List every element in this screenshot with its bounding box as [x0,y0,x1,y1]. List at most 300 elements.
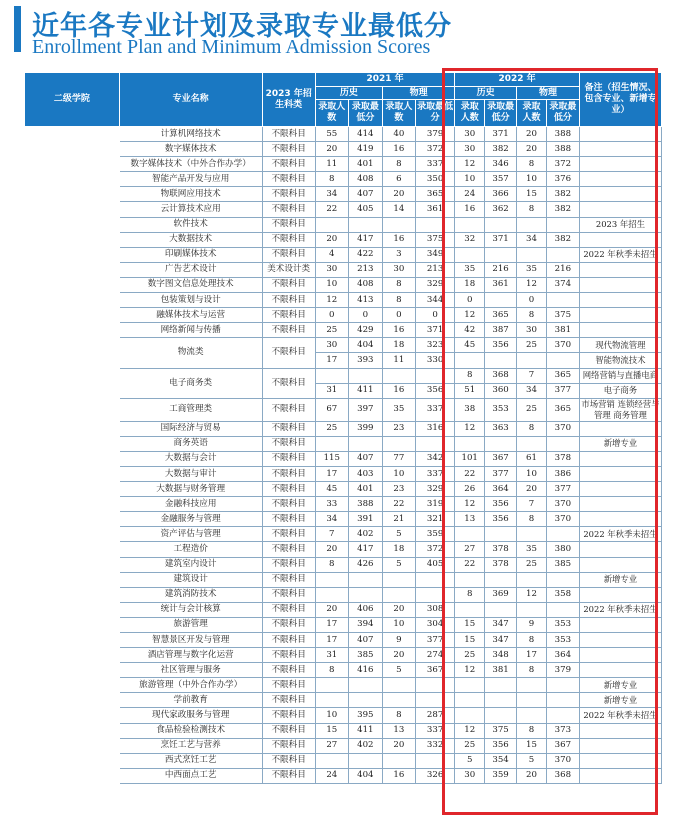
minscore-2021-physics: 359 [415,527,454,542]
subject-requirement: 不限科目 [262,542,315,557]
enroll-2021-physics: 11 [382,353,415,368]
minscore-2021-physics: 379 [415,127,454,142]
minscore-2022-history [485,353,517,368]
minscore-2022-physics: 370 [546,497,579,512]
enroll-2022-physics: 8 [517,663,547,678]
minscore-2022-physics: 375 [546,308,579,323]
subject-requirement: 不限科目 [262,217,315,232]
minscore-2021-history: 391 [348,512,382,527]
enroll-2022-physics: 30 [517,323,547,338]
subject-requirement: 不限科目 [262,232,315,247]
minscore-2021-history: 404 [348,338,382,353]
minscore-2022-physics: 372 [546,157,579,172]
minscore-2022-physics: 358 [546,587,579,602]
enroll-2021-history [315,693,348,708]
subject-requirement: 不限科目 [262,368,315,398]
note-cell: 智能物流技术 [579,353,661,368]
enroll-2021-history: 25 [315,421,348,436]
table-row [25,527,662,542]
minscore-2021-physics: 321 [415,512,454,527]
enroll-2021-physics [382,217,415,232]
minscore-2021-history: 394 [348,617,382,632]
enroll-2021-physics: 14 [382,202,415,217]
minscore-2022-physics: 353 [546,617,579,632]
major-name: 社区管理与服务 [119,663,262,678]
subject-requirement: 不限科目 [262,617,315,632]
enroll-2022-physics: 5 [517,753,547,768]
header-min-score: 录取最低分 [485,100,517,127]
enroll-2022-physics: 9 [517,617,547,632]
minscore-2021-history: 403 [348,466,382,481]
enroll-2022-physics: 8 [517,633,547,648]
minscore-2022-physics [546,708,579,723]
minscore-2022-history: 362 [485,202,517,217]
enroll-2021-physics: 18 [382,542,415,557]
note-cell [579,633,661,648]
major-name: 学前教育 [119,693,262,708]
major-name: 国际经济与贸易 [119,421,262,436]
subject-requirement: 不限科目 [262,308,315,323]
minscore-2021-physics: 213 [415,262,454,277]
minscore-2021-physics: 356 [415,383,454,398]
enroll-2022-history: 0 [455,293,485,308]
enroll-2021-physics: 18 [382,338,415,353]
enroll-2021-history [315,368,348,383]
enroll-2022-history [455,436,485,451]
major-name: 旅游管理 [119,617,262,632]
enroll-2021-history: 25 [315,323,348,338]
enroll-2022-history: 22 [455,466,485,481]
minscore-2022-physics [546,247,579,262]
major-name: 烹饪工艺与营养 [119,738,262,753]
minscore-2021-physics: 329 [415,277,454,292]
title-accent-bar [14,6,21,52]
college-name: 烹饪学院 [25,723,120,783]
enroll-2022-history: 30 [455,768,485,783]
major-name: 智慧景区开发与管理 [119,633,262,648]
enroll-2021-history: 55 [315,127,348,142]
minscore-2022-history: 353 [485,398,517,421]
enroll-2022-history: 35 [455,262,485,277]
major-name: 软件技术 [119,217,262,232]
subject-requirement: 不限科目 [262,466,315,481]
subject-requirement: 不限科目 [262,398,315,421]
minscore-2021-physics: 337 [415,466,454,481]
enroll-2022-history: 42 [455,323,485,338]
enroll-2021-physics: 22 [382,497,415,512]
enroll-2021-history: 45 [315,482,348,497]
page-subtitle: Enrollment Plan and Minimum Admission Scores [32,36,431,58]
major-name: 物流类 [119,338,262,368]
subject-requirement: 不限科目 [262,572,315,587]
minscore-2021-history: 402 [348,527,382,542]
enroll-2021-physics: 0 [382,308,415,323]
enroll-2022-physics [517,217,547,232]
subject-requirement: 不限科目 [262,738,315,753]
enroll-2022-history: 30 [455,142,485,157]
enroll-2021-history: 10 [315,277,348,292]
note-cell: 2022 年秋季未招生 [579,602,661,617]
minscore-2022-history: 387 [485,323,517,338]
minscore-2022-history: 381 [485,663,517,678]
minscore-2021-history: 406 [348,602,382,617]
enroll-2021-physics: 77 [382,451,415,466]
note-cell: 市场营销 连锁经营与管理 商务管理 [579,398,661,421]
enroll-2021-history: 115 [315,451,348,466]
major-name: 旅游管理（中外合作办学） [119,678,262,693]
enroll-2021-physics: 5 [382,527,415,542]
enroll-2022-history [455,693,485,708]
enroll-2021-history: 4 [315,247,348,262]
minscore-2021-history [348,368,382,383]
enroll-2021-history: 24 [315,768,348,783]
enroll-2022-history: 13 [455,512,485,527]
minscore-2022-history: 356 [485,497,517,512]
enroll-2022-physics: 8 [517,202,547,217]
major-name: 资产评估与管理 [119,527,262,542]
enroll-2021-history: 15 [315,723,348,738]
minscore-2022-history: 361 [485,277,517,292]
minscore-2022-history: 378 [485,557,517,572]
minscore-2021-history: 402 [348,738,382,753]
enroll-2021-physics: 20 [382,602,415,617]
minscore-2022-history: 365 [485,308,517,323]
minscore-2022-physics [546,678,579,693]
note-cell: 新增专业 [579,572,661,587]
major-name: 金融服务与管理 [119,512,262,527]
header-2022-physics: 物理 [517,87,580,100]
major-name: 数字媒体技术（中外合作办学） [119,157,262,172]
enroll-2021-physics: 3 [382,247,415,262]
minscore-2022-physics: 376 [546,172,579,187]
minscore-2022-physics: 353 [546,633,579,648]
enroll-2022-history: 12 [455,723,485,738]
subject-requirement: 不限科目 [262,663,315,678]
major-name: 商务英语 [119,436,262,451]
enroll-2022-history: 12 [455,308,485,323]
note-cell [579,663,661,678]
minscore-2022-physics: 381 [546,323,579,338]
table-row [25,421,662,436]
minscore-2022-physics: 370 [546,753,579,768]
enroll-2022-physics: 20 [517,482,547,497]
enroll-2022-physics [517,527,547,542]
minscore-2021-physics: 377 [415,633,454,648]
minscore-2021-physics: 329 [415,482,454,497]
minscore-2022-physics: 382 [546,187,579,202]
minscore-2021-physics: 304 [415,617,454,632]
enroll-2021-history: 33 [315,497,348,512]
note-cell: 网络营销与直播电商 [579,368,661,383]
enroll-2022-physics: 0 [517,293,547,308]
minscore-2021-history: 413 [348,293,382,308]
note-cell [579,451,661,466]
enroll-2022-history: 12 [455,497,485,512]
note-cell [579,262,661,277]
enroll-2022-physics [517,708,547,723]
table-row [25,293,662,308]
enroll-2021-history: 0 [315,308,348,323]
table-row [25,308,662,323]
minscore-2022-physics [546,572,579,587]
enroll-2022-history: 51 [455,383,485,398]
minscore-2022-history [485,602,517,617]
minscore-2021-history: 404 [348,768,382,783]
minscore-2021-history: 408 [348,172,382,187]
subject-requirement: 不限科目 [262,127,315,142]
enroll-2022-physics [517,693,547,708]
minscore-2021-history: 407 [348,451,382,466]
major-name: 大数据技术 [119,232,262,247]
minscore-2022-physics [546,293,579,308]
minscore-2021-physics: 365 [415,187,454,202]
subject-requirement: 不限科目 [262,482,315,497]
enroll-2021-physics [382,587,415,602]
minscore-2021-history: 422 [348,247,382,262]
minscore-2022-physics: 382 [546,202,579,217]
subject-requirement: 不限科目 [262,557,315,572]
table-row [25,323,662,338]
enroll-2021-history: 10 [315,708,348,723]
enroll-2021-history: 20 [315,602,348,617]
minscore-2021-physics: 326 [415,768,454,783]
table-row [25,633,662,648]
enroll-2021-physics: 10 [382,617,415,632]
note-cell [579,768,661,783]
table-row [25,572,662,587]
minscore-2021-physics: 367 [415,663,454,678]
minscore-2022-history: 378 [485,542,517,557]
enroll-2022-history: 10 [455,172,485,187]
enrollment-table [24,72,662,784]
minscore-2022-history: 375 [485,723,517,738]
enroll-2021-physics [382,572,415,587]
minscore-2022-history: 360 [485,383,517,398]
minscore-2021-physics: 308 [415,602,454,617]
enroll-2022-physics: 25 [517,557,547,572]
enroll-2022-physics: 10 [517,172,547,187]
table-row [25,232,662,247]
minscore-2022-history [485,217,517,232]
minscore-2021-history: 385 [348,648,382,663]
enroll-2022-physics: 35 [517,542,547,557]
enroll-2021-history: 20 [315,542,348,557]
enroll-2021-physics: 21 [382,512,415,527]
header-min-score: 录取最低分 [348,100,382,127]
subject-requirement: 不限科目 [262,157,315,172]
minscore-2022-history: 369 [485,587,517,602]
minscore-2022-history: 356 [485,738,517,753]
minscore-2021-physics: 316 [415,421,454,436]
table-row [25,602,662,617]
enroll-2022-physics: 8 [517,512,547,527]
table-row [25,217,662,232]
enroll-2021-physics: 8 [382,708,415,723]
table-row [25,542,662,557]
minscore-2021-history [348,217,382,232]
enroll-2022-physics: 7 [517,368,547,383]
enroll-2021-physics: 8 [382,293,415,308]
minscore-2021-history: 405 [348,202,382,217]
enroll-2021-history: 17 [315,633,348,648]
minscore-2022-physics: 373 [546,723,579,738]
minscore-2021-physics: 337 [415,723,454,738]
minscore-2022-history [485,527,517,542]
minscore-2022-physics: 388 [546,142,579,157]
header-2021: 2021 年 [315,73,455,87]
enroll-2021-history: 20 [315,232,348,247]
minscore-2022-physics: 365 [546,398,579,421]
enroll-2022-history [455,602,485,617]
minscore-2021-physics [415,678,454,693]
minscore-2021-history: 407 [348,633,382,648]
note-cell [579,127,661,142]
enroll-2021-physics: 23 [382,421,415,436]
minscore-2021-physics: 319 [415,497,454,512]
minscore-2021-physics: 375 [415,232,454,247]
note-cell: 2022 年秋季未招生 [579,708,661,723]
enroll-2021-physics: 30 [382,262,415,277]
note-cell [579,497,661,512]
table-row [25,753,662,768]
minscore-2021-physics: 361 [415,202,454,217]
enroll-2021-physics: 16 [382,142,415,157]
minscore-2022-history: 346 [485,157,517,172]
subject-requirement: 美术设计类 [262,262,315,277]
enroll-2021-physics: 16 [382,768,415,783]
enroll-2022-history: 101 [455,451,485,466]
minscore-2022-history: 359 [485,768,517,783]
enroll-2022-physics: 10 [517,466,547,481]
enroll-2022-history: 12 [455,157,485,172]
minscore-2022-history [485,293,517,308]
college-name: 电子商务学院 [25,338,120,398]
minscore-2021-history: 0 [348,308,382,323]
note-cell: 新增专业 [579,678,661,693]
minscore-2022-physics: 370 [546,512,579,527]
note-cell [579,466,661,481]
table-row [25,368,662,383]
major-name: 建筑室内设计 [119,557,262,572]
note-cell [579,421,661,436]
minscore-2021-physics [415,368,454,383]
minscore-2022-physics: 380 [546,542,579,557]
table-row [25,482,662,497]
minscore-2021-history [348,753,382,768]
minscore-2022-physics [546,217,579,232]
table-row [25,157,662,172]
minscore-2021-history [348,587,382,602]
minscore-2022-history: 357 [485,172,517,187]
note-cell [579,617,661,632]
minscore-2021-history: 411 [348,383,382,398]
minscore-2022-physics: 370 [546,338,579,353]
minscore-2021-physics: 344 [415,293,454,308]
note-cell [579,142,661,157]
enroll-2022-physics [517,602,547,617]
enroll-2022-history [455,217,485,232]
enroll-2022-history [455,247,485,262]
note-cell [579,308,661,323]
enroll-2022-physics: 7 [517,497,547,512]
note-cell [579,157,661,172]
enroll-2021-history: 17 [315,353,348,368]
enroll-2021-physics [382,753,415,768]
minscore-2022-history [485,678,517,693]
college-name: 出版传媒学院 [25,247,120,338]
enroll-2022-physics: 25 [517,398,547,421]
header-notes: 备注（招生情况、包含专业、新增专业） [579,73,661,127]
enroll-2021-physics: 5 [382,557,415,572]
note-cell: 2023 年招生 [579,217,661,232]
minscore-2021-physics: 274 [415,648,454,663]
note-cell [579,587,661,602]
enroll-2022-history: 25 [455,738,485,753]
minscore-2021-physics: 337 [415,157,454,172]
major-name: 金融科技应用 [119,497,262,512]
enroll-2021-history: 30 [315,262,348,277]
minscore-2021-history: 213 [348,262,382,277]
enroll-2021-history: 27 [315,738,348,753]
enroll-2022-history: 22 [455,557,485,572]
minscore-2021-physics: 405 [415,557,454,572]
enroll-2022-history: 45 [455,338,485,353]
table-row [25,466,662,481]
minscore-2022-history [485,436,517,451]
enroll-2021-physics [382,678,415,693]
note-cell: 2022 年秋季未招生 [579,527,661,542]
enroll-2021-history: 11 [315,157,348,172]
enroll-2022-history: 16 [455,202,485,217]
enroll-2021-physics: 8 [382,157,415,172]
enroll-2022-history: 26 [455,482,485,497]
subject-requirement: 不限科目 [262,247,315,262]
college-name: 会计学院 [25,451,120,496]
minscore-2022-history: 356 [485,512,517,527]
minscore-2021-physics [415,217,454,232]
minscore-2021-physics: 350 [415,172,454,187]
enroll-2021-physics: 20 [382,648,415,663]
enroll-2021-physics [382,436,415,451]
table-row [25,202,662,217]
note-cell: 现代物流管理 [579,338,661,353]
note-cell [579,557,661,572]
note-cell [579,232,661,247]
subject-requirement: 不限科目 [262,678,315,693]
enroll-2021-history: 30 [315,338,348,353]
enroll-2021-history: 22 [315,202,348,217]
note-cell [579,277,661,292]
table-row [25,172,662,187]
minscore-2022-history [485,572,517,587]
major-name: 工程造价 [119,542,262,557]
table-row [25,127,662,142]
enroll-2022-physics: 8 [517,157,547,172]
minscore-2022-history: 363 [485,421,517,436]
minscore-2021-history: 417 [348,542,382,557]
note-cell [579,187,661,202]
minscore-2022-history: 347 [485,633,517,648]
enroll-2021-history [315,587,348,602]
enroll-2021-physics: 10 [382,466,415,481]
enroll-2021-physics: 20 [382,187,415,202]
minscore-2022-history: 366 [485,187,517,202]
enroll-2021-history: 8 [315,557,348,572]
enroll-2022-physics: 61 [517,451,547,466]
header-2021-physics: 物理 [382,87,454,100]
note-cell: 电子商务 [579,383,661,398]
minscore-2021-physics [415,693,454,708]
